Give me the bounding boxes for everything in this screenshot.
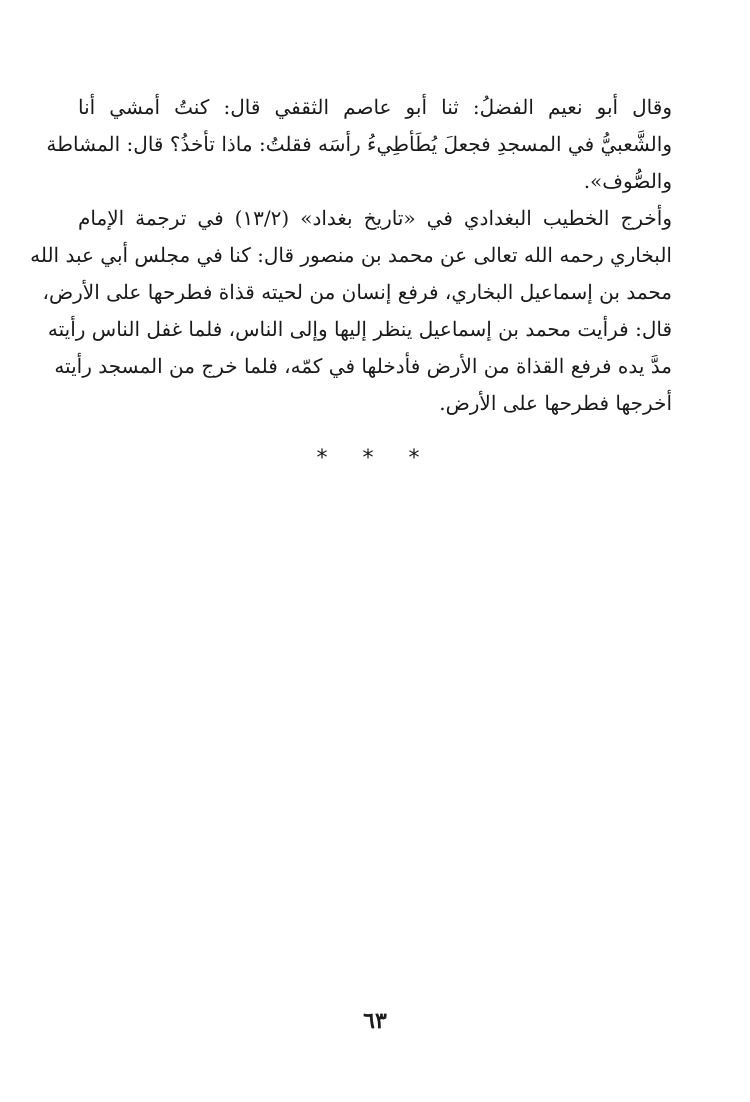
text-line: وقال أبو نعيم الفضلُ: ثنا أبو عاصم الثقفي قال: كنتُ أمشي أنا <box>78 95 672 119</box>
text-line: أخرجها فطرحها على الأرض. <box>439 391 672 415</box>
paragraph-khatib-baghdadi <box>30 200 672 422</box>
text-line: محمد بن إسماعيل البخاري، فرفع إنسان من لحيته قذاة فطرحها على الأرض، <box>42 280 672 304</box>
text-line: والصُّوف». <box>583 169 672 193</box>
paragraph-abu-nuaym <box>46 89 672 200</box>
text-line: البخاري رحمه الله تعالى عن محمد بن منصور قال: كنا في مجلس أبي عبد الله <box>30 243 672 267</box>
page-number: ٦٣ <box>363 1008 387 1034</box>
section-separator: * * * <box>316 446 434 471</box>
text-line: وأخرج الخطيب البغدادي في «تاريخ بغداد» (١٣/٢) في ترجمة الإمام <box>78 206 672 230</box>
text-line: والشَّعبيُّ في المسجدِ فجعلَ يُطَأطِيءُ رأسَه فقلتُ: ماذا تأخذُ؟ قال: المشاطة <box>46 132 672 156</box>
text-line: مدَّ يده فرفع القذاة من الأرض فأدخلها في كمّه، فلما خرج من المسجد رأيته <box>54 354 672 378</box>
text-line: قال: فرأيت محمد بن إسماعيل ينظر إليها وإلى الناس، فلما غفل الناس رأيته <box>47 317 672 341</box>
